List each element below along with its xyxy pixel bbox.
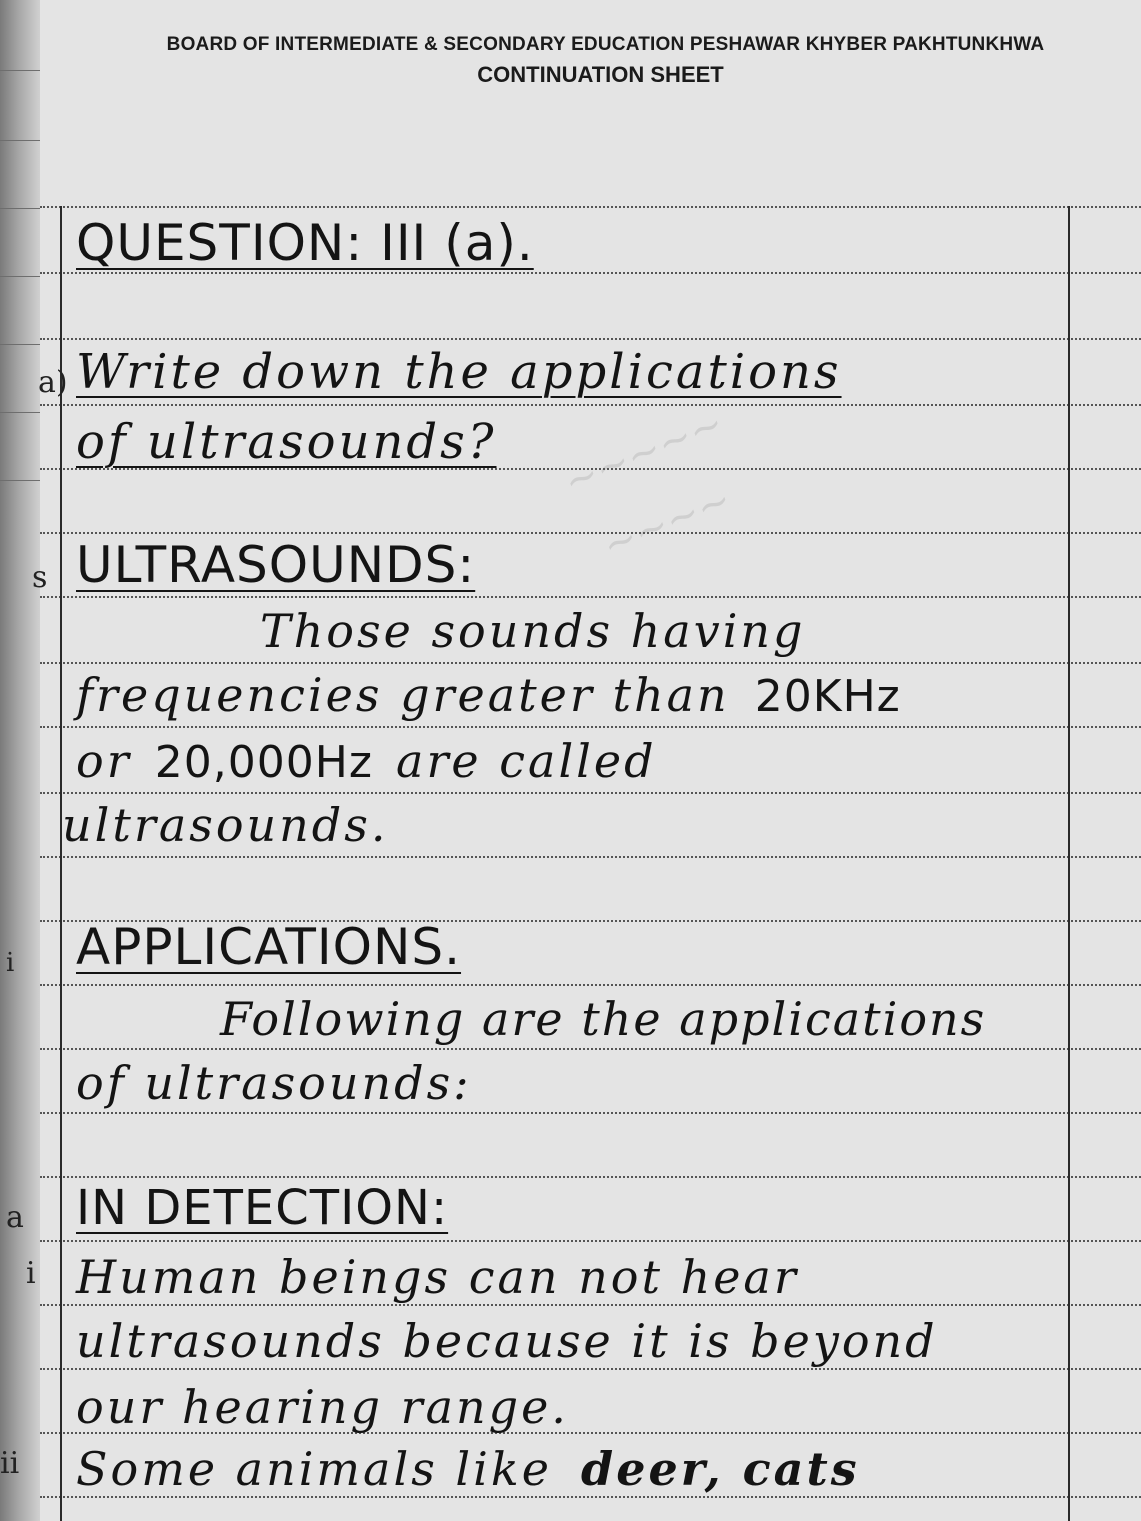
margin-mark: a) [38,365,68,400]
board-name: BOARD OF INTERMEDIATE & SECONDARY EDUCATION PESHAWAR KHYBER PAKHTUNKHWA [166,34,1045,55]
bleed-through-mark: ~~~~~ [557,400,731,506]
definition-line [76,734,657,788]
ruled-line [40,856,1141,858]
ruled-line [40,1304,1141,1306]
detection-line: Human beings can not hear [76,1250,799,1304]
detection-line: our hearing range. [76,1380,569,1434]
frequency-value: 20KHz [754,671,901,722]
ruled-line [40,792,1141,794]
definition-text: are called [396,734,657,788]
detection-line [76,1442,860,1496]
detection-text: Some animals like [76,1442,552,1496]
question-heading: QUESTION: III (a). [76,214,534,272]
ultrasounds-heading: ULTRASOUNDS: [76,536,476,594]
ruled-line [40,1368,1141,1370]
ruled-line [40,338,1141,340]
left-margin-line [60,206,62,1521]
ruled-line [40,1112,1141,1114]
ruled-line [40,984,1141,986]
ruled-line [40,1496,1141,1498]
definition-text: frequencies greater than [76,668,730,722]
applications-intro-line: of ultrasounds: [76,1056,472,1110]
ruled-line [40,726,1141,728]
sheet-header [40,34,1141,88]
ruled-line [40,1240,1141,1242]
margin-mark: s [32,560,48,595]
margin-mark: a [6,1200,24,1235]
bleed-through-mark: ~~~~ [596,476,738,570]
detection-line: ultrasounds because it is beyond [76,1314,938,1368]
ruled-line [40,662,1141,664]
question-prompt-line: Write down the applications [76,344,842,400]
ruled-line [40,404,1141,406]
ruled-line [40,1048,1141,1050]
applications-intro-line: Following are the applications [220,992,987,1046]
frequency-value: 20,000Hz [154,737,373,788]
sheet-title: CONTINUATION SHEET [477,62,724,87]
ruled-line [40,596,1141,598]
detection-heading: IN DETECTION: [76,1180,449,1236]
margin-mark: i [6,948,15,978]
applications-heading: APPLICATIONS. [76,918,462,976]
definition-line [76,668,901,722]
definition-line: ultrasounds. [62,798,389,852]
right-margin-line [1068,206,1070,1521]
ruled-line [40,532,1141,534]
definition-line: Those sounds having [260,604,806,658]
ruled-line [40,1176,1141,1178]
question-prompt-line: of ultrasounds? [76,414,497,470]
detection-emphasis: deer, cats [581,1442,860,1496]
definition-text: or [76,734,132,788]
ruled-line [40,206,1141,208]
margin-mark: i [26,1256,36,1291]
ruled-line [40,272,1141,274]
margin-mark: ii [0,1446,20,1481]
